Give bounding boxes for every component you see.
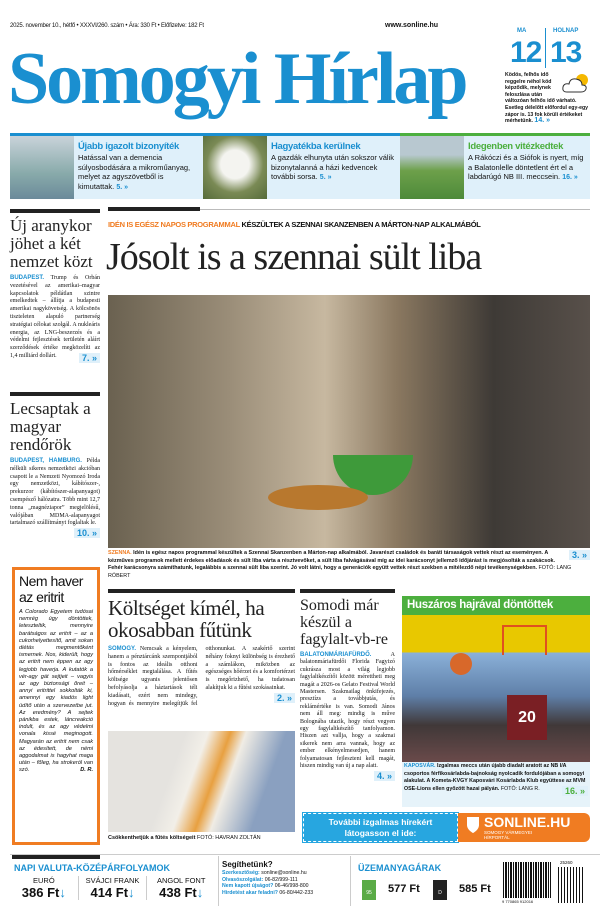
down-arrow-icon: ↓ — [196, 885, 204, 900]
currency-name: EURÓ — [33, 876, 55, 885]
photo-caption: Csökkenthetjük a fűtés költségeit — [108, 835, 196, 841]
fuel-title: ÜZEMANYAGÁRAK — [358, 863, 442, 873]
article-aranykor[interactable] — [10, 209, 100, 363]
divider — [10, 392, 100, 396]
barcode-number: 9 770865 912016 — [502, 899, 534, 904]
sport-headline[interactable]: Huszáros hajrával döntöttek — [402, 596, 590, 615]
contact-label: Nem kapott újságot? — [222, 883, 274, 889]
article-title: Lecsaptak a magyar rendőrök — [10, 399, 91, 454]
hoop-shape — [502, 625, 547, 655]
washing-machine-image — [10, 136, 74, 199]
article-text: Nemcsak a kényelem, hanem a pénztárcánk szempontjából is fontos az ideális otthoni hőmérséklet megtalálása. A fűtés költsége ugyanis jelentősen befolyásolja a háztartások téli kiadásait, ezért nem mindegy, hogyan és mennyire melegítjük fel otthonunkat. A szakértő szerint néhány foknyi különbség is érezhető a számlákon, miközben az egészséges hőérzet és a komfortérzet is megőrizhető, ha tudatosan alakítjuk ki a fűtési szokásainkat. — [108, 646, 295, 707]
fuel-price: 577 Ft — [388, 883, 420, 895]
fuel-pump-icon: D — [433, 880, 447, 900]
contact-value[interactable]: 06-82/999-111 — [264, 876, 298, 883]
column-title: Nem haver az eritrit — [19, 573, 83, 605]
page-ref[interactable]: 10. » — [74, 528, 100, 538]
currency-name: ANGOL FONT — [156, 876, 206, 885]
kicker: BUDAPEST, HAMBURG. — [10, 458, 82, 464]
ball-shape — [450, 653, 472, 675]
article-title: Költséget kímél, ha okosabban fűtünk — [108, 596, 265, 642]
barcode — [503, 862, 551, 898]
tomorrow-label: HOLNAP — [553, 28, 579, 34]
bill-photo — [108, 731, 295, 832]
fuel-price: 585 Ft — [459, 883, 491, 895]
article-heating[interactable] — [108, 589, 295, 708]
page-ref[interactable]: 7. » — [79, 353, 100, 363]
down-arrow-icon: ↓ — [128, 885, 135, 900]
lead-subkicker: KÉSZÜLTEK A SZENNAI SKANZENBEN A MÁRTON-NAP ALKALMÁBÓL — [241, 220, 481, 229]
shield-icon — [466, 816, 480, 834]
contact-value[interactable]: sonline@sonline.hu — [261, 870, 307, 876]
currency-list — [10, 876, 215, 900]
article-text: A balatonmáriafürdői Florida Fagyizó cukrászа most a világ legjobb fagylaltkészítői között mérettheti meg magát a 2026-os Gelato Festival World Mastersen. Szakmailag önkifejezés, presztízs a továbbjutás, és reklámértéke is van. Somodi János nem áll meg: mindig is műve Bolognába utazik, hogy részt vegyen egy fagylaltkészítő tanfolyamon. Hiszen azt vallja, hogy a szakmai sikerek nem arra vannak, hogy az ember elkényelmesedjen, hanem folyamatosan fejleszteni kell magát, hiszen mindig van új a nap alatt. — [300, 652, 395, 770]
photo-credit: FOTÓ: LANG R. — [500, 785, 540, 792]
today-label: MA — [517, 28, 527, 34]
goose-shape — [268, 485, 368, 510]
issue-code: 25260 — [560, 860, 573, 865]
lead-kicker: IDÉN IS EGÉSZ NAPOS PROGRAMMAL — [108, 220, 240, 229]
brand-name: SONLINE.HU — [484, 814, 571, 830]
weather-box — [505, 28, 595, 123]
lead-headline[interactable]: Jósolt is a szennai sült liba — [106, 236, 482, 278]
contact-title: Segíthetünk? — [222, 860, 273, 869]
divider — [108, 207, 200, 211]
lead-photo — [108, 295, 590, 548]
currency-item — [79, 876, 148, 900]
contact-label: Szerkesztőség: — [222, 870, 260, 876]
teaser-text: A gazdák elhunyta után sokszor válik bizonytalanná a házi kedvencek további sorsa. — [271, 153, 394, 181]
teaser-3[interactable] — [400, 133, 590, 199]
fuel-pump-icon: 95 — [362, 880, 376, 900]
teaser-title: Hagyatékba kerülnek — [271, 141, 361, 152]
teaser-text: Hatással van a demencia súlyosbodására a mikroműanyag, melyet az agyszövetből is kimutattak. — [78, 153, 191, 191]
divider — [12, 855, 100, 859]
lead-caption: Idén is egész napos programmal készültek a Szennai Skanzenben a Márton-nap alkalmából. Javarészt családok és baráti társaságok vettek részt az eseményen. A kézműves programok mellett érdekes előadások és sült liba várta a résztvevőket, a sült liba falvágásával míg az idei karácsonyt jellemző időjárást is megjósolták a szakácsok. Fehér karácsonyra számíthatunk, legalábbis a szennai sült liba szerint. Jó volt látni, hogy a generációk együtt vettek részt szekben a mitélezdő népi tevékenységekben. — [108, 550, 556, 571]
teaser-ref: 5. » — [116, 183, 129, 191]
currency-item — [10, 876, 79, 900]
contact-label: Olvasószolgálat: — [222, 876, 264, 883]
currency-title: NAPI VALUTA-KÖZÉPÁRFOLYAMOK — [14, 863, 171, 873]
divider — [10, 209, 100, 213]
photo-credit: FOTÓ: HAVRAN ZOLTÁN — [196, 835, 261, 841]
football-image — [400, 136, 464, 199]
partly-cloudy-icon — [561, 72, 591, 98]
teaser-ref: 16. » — [562, 174, 578, 181]
article-rendorok[interactable] — [10, 392, 100, 538]
contact-label: Hirdetést akar feladni? — [222, 889, 278, 896]
today-temp: 12 — [510, 36, 542, 69]
contact-value[interactable]: 06-80/442-233 — [279, 889, 314, 896]
teaser-text: A Rákóczi és a Siófok is nyert, míg a Balatonlelle döntetlent ért el a labdarúgó NB III. meccsein. — [468, 153, 584, 181]
teaser-title: Újabb igazolt bizonyíték — [78, 141, 180, 152]
basketball-photo — [402, 615, 590, 762]
teaser-ref: 5. » — [319, 174, 332, 181]
website-link[interactable]: www.sonline.hu — [385, 22, 439, 29]
article-title: Somodi már készül a fagylalt-vb-re — [300, 597, 388, 648]
teaser-2[interactable] — [203, 133, 400, 199]
divider — [350, 856, 351, 906]
brand-sub: HÍRPORTÁL — [484, 835, 510, 840]
column-text: A Colorado Egyetem tudósai nemrég úgy döntöttek, leteszteltik, mennyire barátságos az eritrit – az a cukorhelyettesítő, amit sokan diétás megmentőként ismernek. Nos, kiderült, hogy az eritrit nem éppen az agy legjobb haverja. A kutatók a vér-agy gát sejtjeit – vagyis az agy biztonsági őreit – annyi eritrittel sokkolták ki, amennyi egy kiadós light üdítő után a szervezetbe jut. Az eredmény? A sejtek pánikba estek, láncreakció indult, és az agy védelmi vonala kissé meginogott. Magyarán az eritrit nem csak az édesített, de némi aggodalmat is hagyhat maga után – főleg, ha strokeról van szó. — [19, 609, 93, 774]
dog-image — [203, 136, 267, 199]
down-arrow-icon: ↓ — [59, 885, 66, 900]
currency-item — [147, 876, 215, 900]
column-box[interactable] — [12, 567, 100, 845]
article-text: Példa nélküli sikeres nemzetközi akcióban csapott le a Nemzeti Nyomozó Iroda egy nemzetközi, kábítószer-, prekurzor (kábítószer-alapanyagot) csempésző hálózatra. Több mint 12,7 tonna „magnéziapor” megjelölésű, valójában MDMA-alapanyagot tartalmazó szállítmányt foglaltak le. — [10, 458, 101, 527]
promo-banner-text[interactable] — [303, 813, 458, 842]
sport-caption: Izgalmas meccs után újabb diadalt aratott az NB I/A csoportos férfikosárlabda-bajnokság nyolcadik fordulójában a somogyi alakulat. A Kometa-KVGY Kaposvári Kosárlabda Klub együttese az MVM OSE-Lions ellen győzött hazai pályán. — [404, 763, 586, 792]
masthead-logo: Somogyi Hírlap — [8, 38, 466, 120]
jersey-number: 20 — [507, 695, 547, 740]
currency-value: 414 Ft — [90, 885, 129, 900]
weather-ref[interactable]: 14. » — [534, 117, 550, 125]
page-ref[interactable]: 3. » — [569, 550, 590, 560]
teaser-1[interactable] — [10, 133, 203, 199]
article-text: Trump és Orbán vezetésével az amerikai–magyar kapcsolatok példátlan szintre emelkedtek – állítja a budapesti amerikai nagykövetség. A kölcsönös tiszteleten alapuló partnerség stratégiai célokat szolgál. A nukleáris energia, az LNG-beszerzés és a védelmi fejlesztések területén aláírt szerződések értéke megközelíti az 1,4 milliárd dollárt. — [10, 275, 100, 359]
teaser-title: Idegenben vitézkedtek — [468, 141, 564, 152]
weather-text: Ködös, felhős idő reggelre néhol köd képződik, melynek feloszlása után változóan felhős idő várható. Esetleg délelőtt előfordul egy-egy zápor is. 13 fok körüli értékeket mérhetünk. — [505, 72, 589, 125]
article-icecream[interactable] — [300, 589, 395, 781]
banner-line: További izgalmas hírekért — [328, 817, 433, 827]
currency-value: 438 Ft — [159, 885, 197, 900]
sonline-logo[interactable] — [458, 813, 590, 842]
page-ref[interactable]: 4. » — [374, 771, 395, 781]
kicker: KAPOSVÁR. — [404, 763, 436, 769]
contact-value[interactable]: 06-46/998-800 — [274, 883, 309, 889]
page-ref[interactable]: 16. » — [562, 786, 588, 796]
caption-kicker: SZENNA. — [108, 550, 132, 556]
divider — [300, 589, 395, 593]
currency-value: 386 Ft — [21, 885, 60, 900]
kicker: BALATONMÁRIAFÜRDŐ. — [300, 652, 372, 658]
page-ref[interactable]: 2. » — [274, 693, 295, 703]
contact-box — [222, 860, 346, 896]
divider — [218, 856, 219, 906]
kicker: SOMOGY. — [108, 646, 137, 652]
author: D. R. — [80, 767, 93, 774]
addon-barcode — [558, 867, 584, 903]
photo-credit: FOTÓ: LANG RÓBERT — [108, 565, 572, 579]
kicker: BUDAPEST. — [10, 275, 45, 281]
brand-sub: SOMOGY VÁRMEGYEI — [484, 830, 533, 835]
divider — [200, 209, 590, 210]
dateline: 2025. november 10., hétfő • XXXVI/260. szám • Ára: 330 Ft • Előfizetve: 182 Ft — [10, 23, 204, 29]
currency-name: SVÁJCI FRANK — [85, 876, 140, 885]
banner-line: látogasson el ide: — [344, 828, 417, 838]
divider — [108, 589, 295, 593]
tomorrow-temp: 13 — [550, 36, 582, 69]
article-title: Új aranykor jöhet a két nemzet közt — [10, 216, 93, 271]
divider — [545, 28, 546, 68]
